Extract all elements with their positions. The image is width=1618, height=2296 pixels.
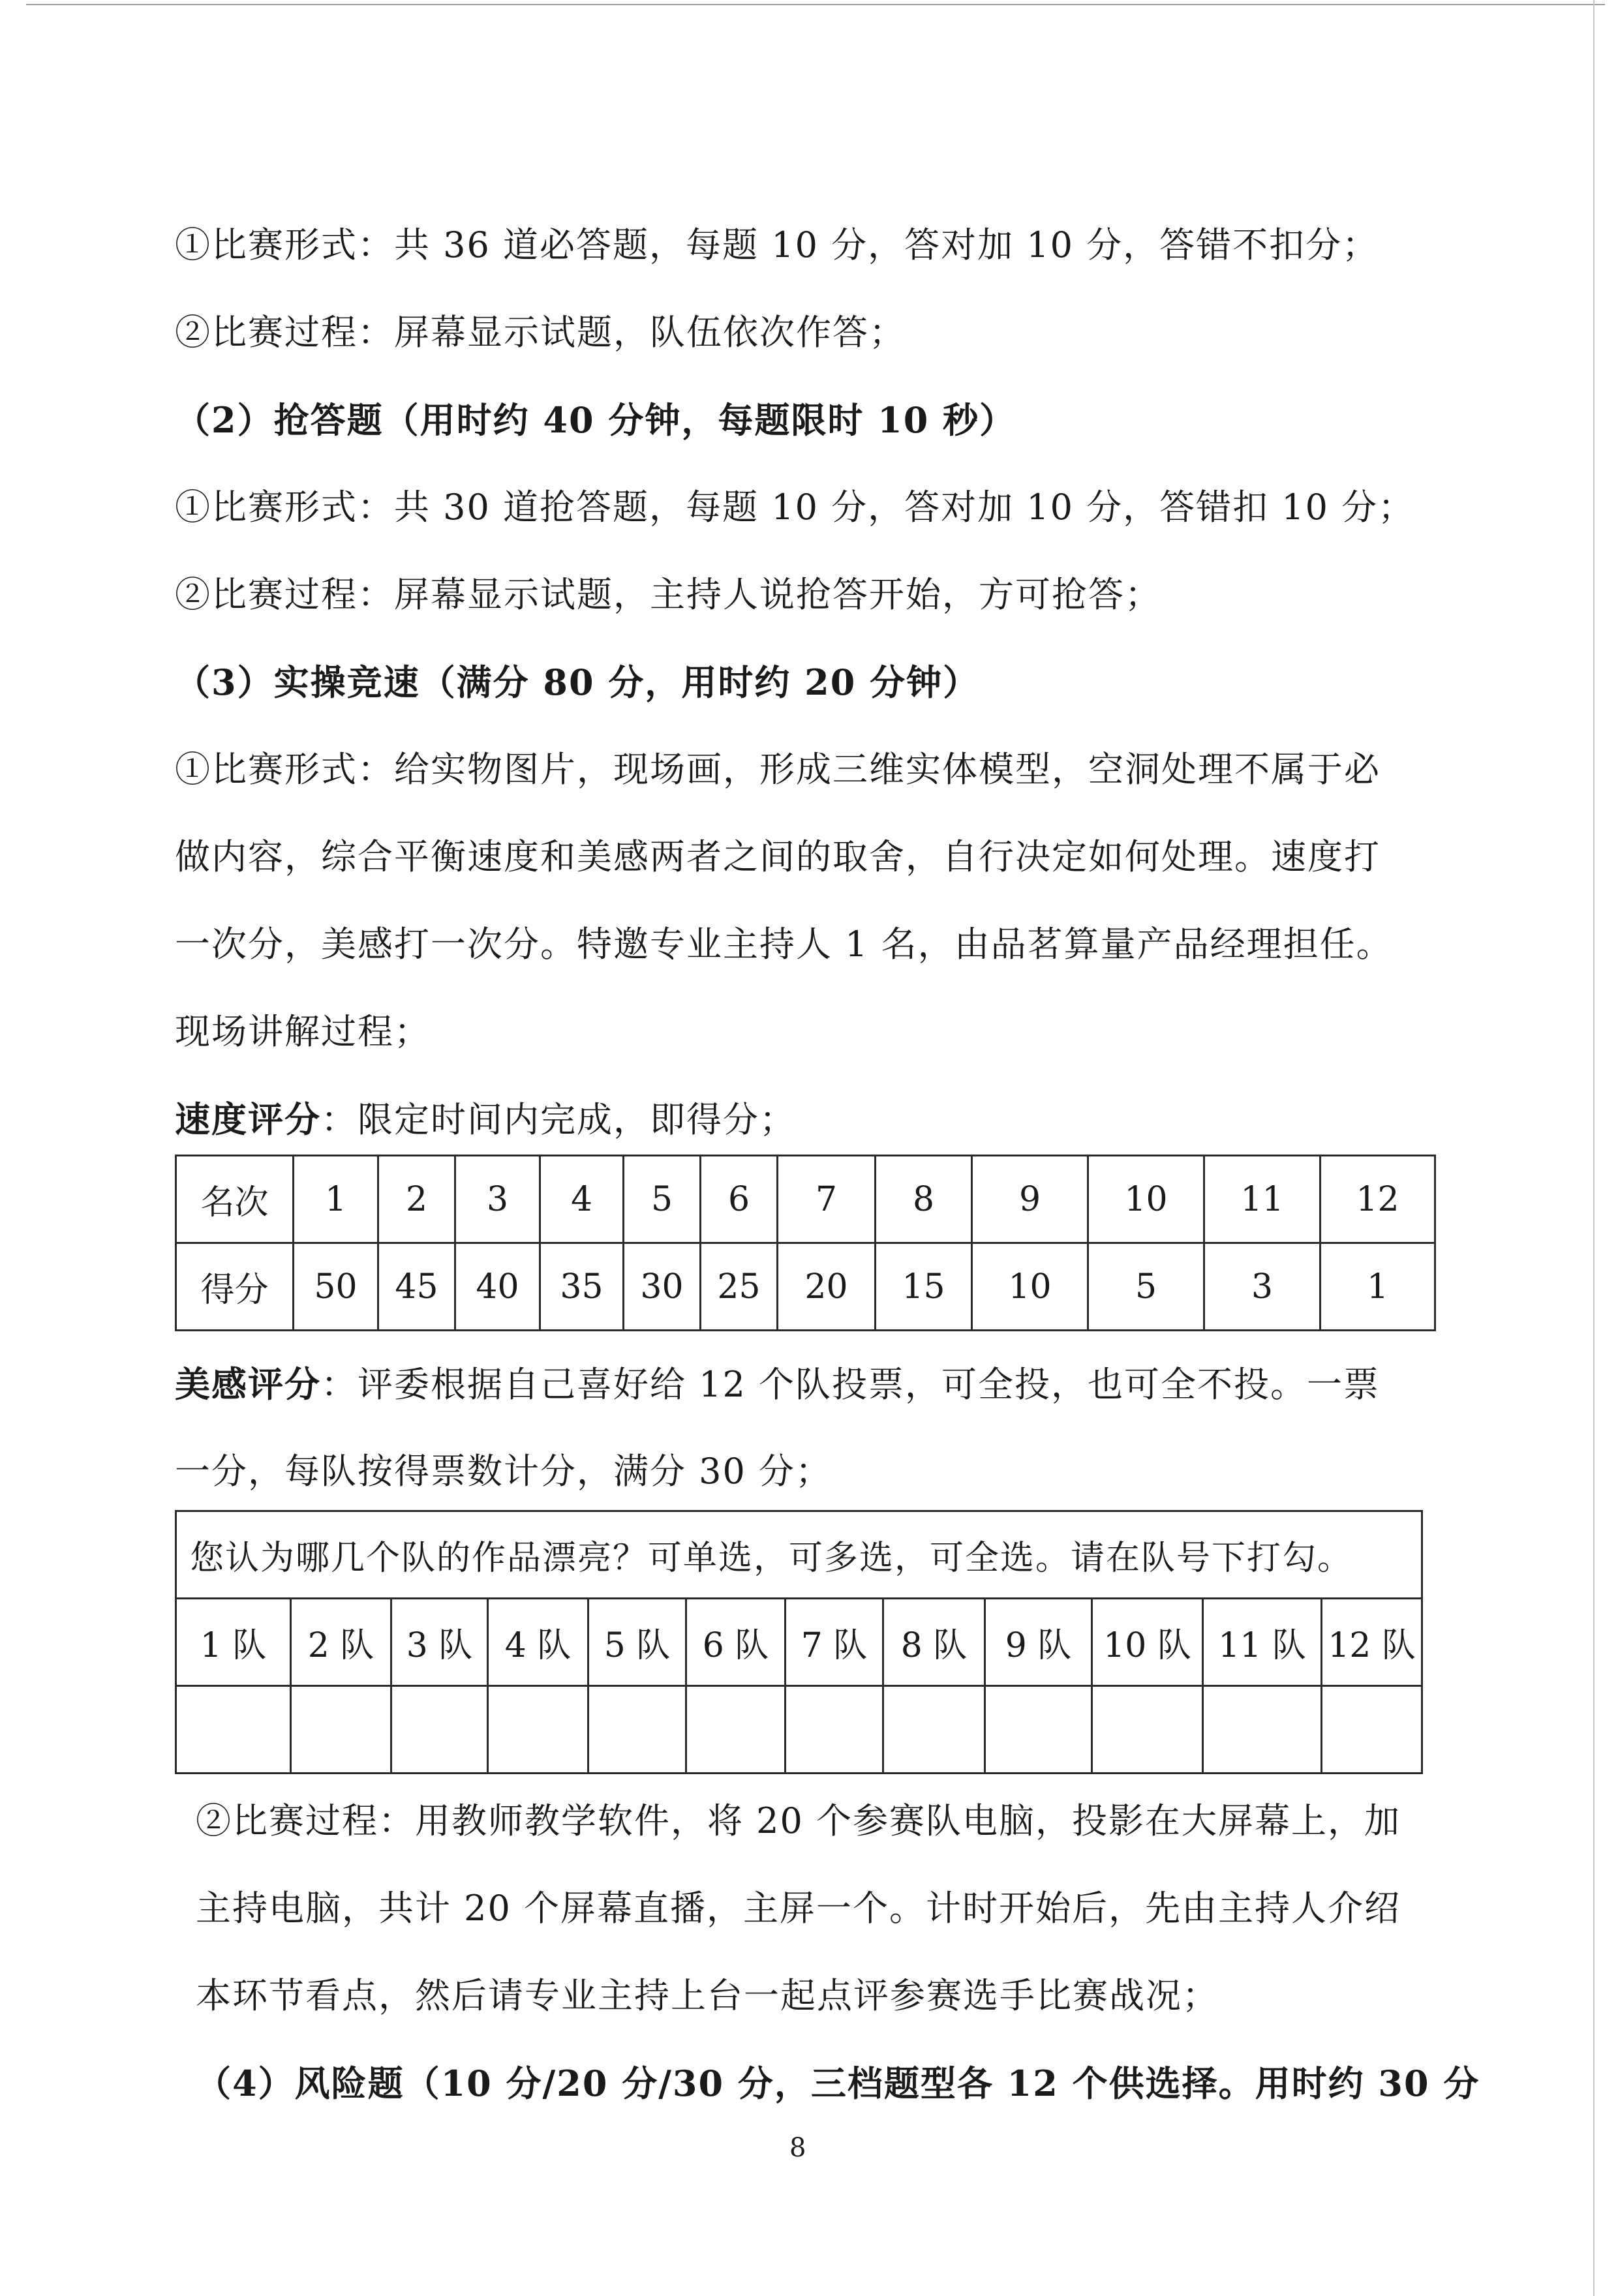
vote-check-cell[interactable] [176,1686,291,1774]
text-line-12: 本环节看点，然后请专业主持上台一起点评参赛选手比赛战况； [196,1975,1219,2016]
vote-prompt-cell: 您认为哪几个队的作品漂亮？可单选，可多选，可全选。请在队号下打勾。 [176,1511,1422,1599]
rank-cell: 2 [378,1156,455,1243]
team-header-cell: 5 队 [588,1599,686,1686]
rank-label-cell: 名次 [176,1156,294,1243]
rank-row [176,1156,1435,1243]
text-line-2: ②比赛过程：屏幕显示试题，队伍依次作答； [175,312,906,353]
score-cell: 10 [972,1243,1088,1331]
section-heading-3: （3）实操竞速（满分 80 分，用时约 20 分钟） [175,661,980,703]
speed-scoring-text: ：限定时间内完成，即得分； [321,1099,796,1140]
beauty-scoring-label: 美感评分 [175,1363,321,1405]
vote-check-cell[interactable] [686,1686,786,1774]
text-line-10: ②比赛过程：用教师教学软件，将 20 个参赛队电脑，投影在大屏幕上，加 [196,1800,1401,1841]
vote-check-cell[interactable] [883,1686,985,1774]
score-cell: 1 [1320,1243,1435,1331]
vote-check-cell[interactable] [786,1686,883,1774]
team-header-cell: 3 队 [391,1599,488,1686]
rank-cell: 3 [455,1156,540,1243]
beauty-scoring-line [175,1363,1380,1406]
score-cell: 50 [294,1243,378,1331]
score-cell: 3 [1204,1243,1320,1331]
rank-cell: 9 [972,1156,1088,1243]
text-line-8: 现场讲解过程； [175,1011,431,1052]
team-header-cell: 8 队 [883,1599,985,1686]
score-cell: 45 [378,1243,455,1331]
beauty-vote-table [175,1510,1423,1774]
rank-cell: 12 [1320,1156,1435,1243]
score-cell: 5 [1088,1243,1204,1331]
team-header-cell: 10 队 [1092,1599,1203,1686]
vote-check-cell[interactable] [1322,1686,1422,1774]
score-cell: 25 [701,1243,778,1331]
score-row [176,1243,1435,1331]
text-line-1: ①比赛形式：共 36 道必答题，每题 10 分，答对加 10 分，答错不扣分； [175,224,1379,265]
rank-cell: 4 [540,1156,624,1243]
text-line-6: 做内容，综合平衡速度和美感两者之间的取舍，自行决定如何处理。速度打 [175,836,1381,877]
score-label-cell: 得分 [176,1243,294,1331]
text-line-4: ②比赛过程：屏幕显示试题，主持人说抢答开始，方可抢答； [175,574,1161,615]
section-heading-2: （2）抢答题（用时约 40 分钟，每题限时 10 秒） [175,399,1016,441]
page-number: 8 [789,2133,806,2163]
vote-check-cell[interactable] [985,1686,1092,1774]
beauty-scoring-text: ：评委根据自己喜好给 12 个队投票，可全投，也可全不投。一票 [321,1364,1381,1405]
speed-scoring-line [175,1098,796,1141]
section-heading-4: （4）风险题（10 分/20 分/30 分，三档题型各 12 个供选择。用时约 30 分 [196,2062,1480,2104]
team-header-row [176,1599,1422,1686]
team-header-cell: 2 队 [291,1599,391,1686]
vote-prompt-row [176,1511,1422,1599]
team-header-cell: 6 队 [686,1599,786,1686]
vote-check-row [176,1686,1422,1774]
text-line-5: ①比赛形式：给实物图片，现场画，形成三维实体模型，空洞处理不属于必 [175,749,1381,790]
team-header-cell: 7 队 [786,1599,883,1686]
rank-cell: 1 [294,1156,378,1243]
score-cell: 30 [624,1243,701,1331]
text-line-9: 一分，每队按得票数计分，满分 30 分； [175,1451,832,1492]
score-cell: 20 [778,1243,876,1331]
score-cell: 40 [455,1243,540,1331]
vote-check-cell[interactable] [291,1686,391,1774]
speed-scoring-label: 速度评分 [175,1098,321,1140]
rank-cell: 6 [701,1156,778,1243]
vote-check-cell[interactable] [488,1686,588,1774]
text-line-11: 主持电脑，共计 20 个屏幕直播，主屏一个。计时开始后，先由主持人介绍 [196,1888,1401,1929]
team-header-cell: 4 队 [488,1599,588,1686]
text-line-7: 一次分，美感打一次分。特邀专业主持人 1 名，由品茗算量产品经理担任。 [175,924,1393,965]
vote-check-cell[interactable] [391,1686,488,1774]
score-cell: 15 [876,1243,972,1331]
rank-cell: 5 [624,1156,701,1243]
rank-cell: 7 [778,1156,876,1243]
team-header-cell: 11 队 [1203,1599,1322,1686]
rank-cell: 10 [1088,1156,1204,1243]
vote-check-cell[interactable] [1092,1686,1203,1774]
team-header-cell: 12 队 [1322,1599,1422,1686]
scan-edge-top [26,4,1605,5]
team-header-cell: 1 队 [176,1599,291,1686]
scan-edge-right [1593,0,1595,2296]
vote-check-cell[interactable] [1203,1686,1322,1774]
speed-score-table [175,1155,1436,1331]
rank-cell: 11 [1204,1156,1320,1243]
team-header-cell: 9 队 [985,1599,1092,1686]
text-line-3: ①比赛形式：共 30 道抢答题，每题 10 分，答对加 10 分，答错扣 10 分； [175,487,1415,528]
vote-check-cell[interactable] [588,1686,686,1774]
rank-cell: 8 [876,1156,972,1243]
score-cell: 35 [540,1243,624,1331]
